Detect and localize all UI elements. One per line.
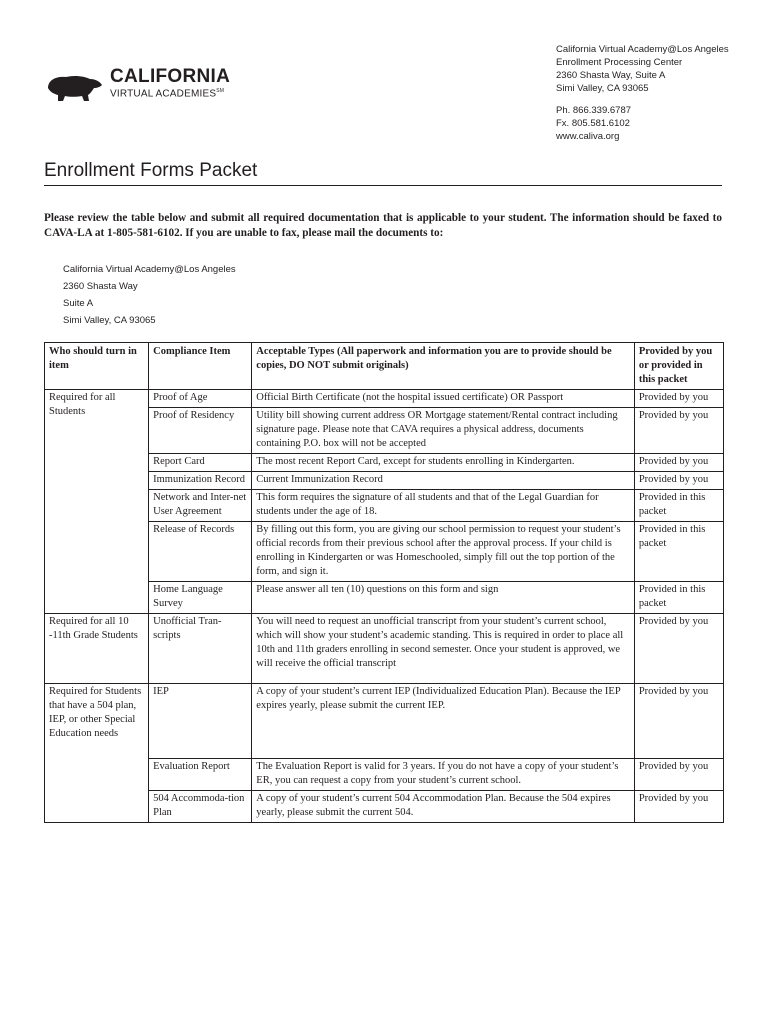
group-who: Required for all 10 -11th Grade Students [45,614,149,684]
compliance-item: Unofficial Tran-scripts [149,614,252,684]
acceptable-types: This form requires the signature of all students and that of the Legal Guardian for students under the age of 18. [252,490,635,522]
logo-subtitle: VIRTUAL ACADEMIES℠ [110,88,225,100]
provided-by: Provided by you [634,759,723,791]
acceptable-types: Please answer all ten (10) questions on this form and sign [252,582,635,614]
table-row [45,390,724,408]
contact-block [556,43,761,143]
page-title: Enrollment Forms Packet [44,160,258,181]
table-header-row [45,343,724,390]
acceptable-types: A copy of your student’s current IEP (Individualized Education Plan). Because the IEP expires yearly, please submit the current IEP. [252,684,635,759]
acceptable-types: Official Birth Certificate (not the hospital issued certificate) OR Passport [252,390,635,408]
provided-by: Provided by you [634,408,723,454]
address-line: 2360 Shasta Way [63,281,138,292]
provided-by: Provided in this packet [634,582,723,614]
acceptable-types: By filling out this form, you are giving our school permission to request your student’s official records from their previous school after the approval process. If your child is enrolling in Kindergarten or was Homeschooled, simply fill out the top portion of the form, and sign it. [252,522,635,582]
compliance-item: Evaluation Report [149,759,252,791]
compliance-item: Proof of Residency [149,408,252,454]
header-item: Compliance Item [149,343,252,390]
acceptable-types: You will need to request an unofficial transcript from your student’s current school, which will show your student’s academic standing. This is required in order to place all 10th and 11th graders enrolling in second semester. Once your student is approved, we will receive the official transcript [252,614,635,684]
provided-by: Provided by you [634,614,723,684]
provided-by: Provided by you [634,791,723,823]
header-provided: Provided by you or provided in this packet [634,343,723,390]
provided-by: Provided by you [634,684,723,759]
contact-website[interactable]: www.caliva.org [556,131,620,142]
header-types: Acceptable Types (All paperwork and information you are to provide should be copies, DO NOT submit originals) [252,343,635,390]
group-who: Required for Students that have a 504 plan, IEP, or other Special Education needs [45,684,149,823]
school-logo [44,64,244,112]
compliance-item: IEP [149,684,252,759]
contact-city: Simi Valley, CA 93065 [556,83,649,94]
contact-fax: Fx. 805.581.6102 [556,118,630,129]
provided-by: Provided by you [634,472,723,490]
address-line: Suite A [63,298,94,309]
acceptable-types: The Evaluation Report is valid for 3 years. If you do not have a copy of your student’s ER, you can request a copy from your student’s current school. [252,759,635,791]
intro-text: Please review the table below and submit all required documentation that is applicable to your student. The information should be faxed to CAVA-LA at 1-805-581-6102. If you are unable to fax, please mail the documents to: [44,212,722,239]
table-row [45,684,724,759]
compliance-item: Proof of Age [149,390,252,408]
header-who: Who should turn in item [45,343,149,390]
acceptable-types: A copy of your student’s current 504 Accommodation Plan. Because the 504 expires yearly, please submit the current 504. [252,791,635,823]
provided-by: Provided by you [634,454,723,472]
contact-org: California Virtual Academy@Los Angeles [556,44,729,55]
bear-icon [44,70,104,106]
compliance-item: Report Card [149,454,252,472]
acceptable-types: Current Immunization Record [252,472,635,490]
group-who: Required for all Students [45,390,149,614]
acceptable-types: The most recent Report Card, except for students enrolling in Kindergarten. [252,454,635,472]
compliance-item: Release of Records [149,522,252,582]
logo-title: CALIFORNIA [110,66,231,87]
provided-by: Provided in this packet [634,490,723,522]
compliance-item: Network and Inter-net User Agreement [149,490,252,522]
mailing-address [63,261,236,329]
acceptable-types: Utility bill showing current address OR Mortgage statement/Rental contract including signature page. Please note that CAVA requires a physical address, documents containing P.O. box will not be accepted [252,408,635,454]
contact-center: Enrollment Processing Center [556,57,683,68]
address-line: Simi Valley, CA 93065 [63,315,156,326]
title-divider [44,185,722,186]
compliance-item: 504 Accommoda-tion Plan [149,791,252,823]
requirements-table [44,342,724,823]
contact-phone: Ph. 866.339.6787 [556,105,632,116]
address-line: California Virtual Academy@Los Angeles [63,264,236,275]
provided-by: Provided in this packet [634,522,723,582]
compliance-item: Immunization Record [149,472,252,490]
service-mark: SM [216,88,225,94]
provided-by: Provided by you [634,390,723,408]
table-row [45,614,724,684]
contact-street: 2360 Shasta Way, Suite A [556,70,666,81]
compliance-item: Home Language Survey [149,582,252,614]
